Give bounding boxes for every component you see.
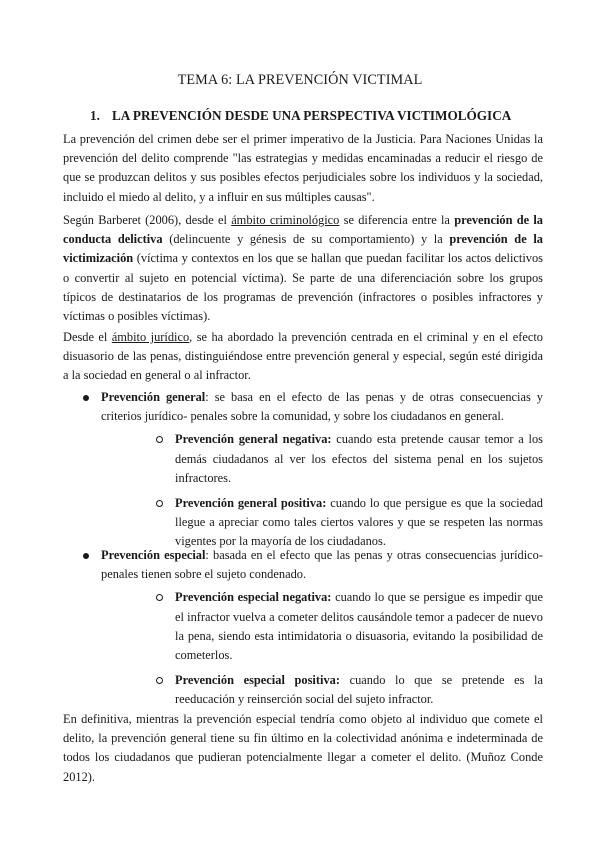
bold-term: Prevención especial (101, 548, 206, 562)
paragraph-criminological (63, 211, 543, 326)
bullet-list-special (63, 546, 543, 716)
text-run: : se basa en el efecto de las penas y de otras consecuencias y criterios jurídico- penales sobre la comunidad, y sobre los ciudadanos en general. (101, 390, 544, 424)
bullet-dot-icon (83, 553, 89, 559)
text-run: cuando lo que se pretende es la reeducación y reinserción social del sujeto infractor. (175, 673, 543, 707)
list-item-special-negative (101, 588, 543, 665)
text-run: cuando esta pretende causar temor a los demás ciudadanos al ver los efectos del sistema penal en los sujetos infractores. (175, 432, 543, 485)
bullet-circle-icon (156, 594, 163, 601)
section-number: 1. (90, 108, 100, 123)
list-item-general-positive (101, 494, 543, 552)
text-run: se diferencia entre la (339, 213, 455, 227)
text-run: Desde el (63, 330, 112, 344)
bullet-list-general (63, 388, 543, 558)
text-run: , se ha abordado la prevención centrada en el criminal y en el efecto disuasorio de las penas, distinguiéndose entre prevención general y especial, según esté dirigida a la sociedad en general o al infractor. (63, 330, 543, 383)
list-item-special-positive (101, 671, 543, 709)
section-heading-text: LA PREVENCIÓN DESDE UNA PERSPECTIVA VICTIMOLÓGICA (112, 108, 512, 123)
legal-scope-link: ámbito jurídico (111, 330, 190, 344)
bullet-dot-icon (83, 395, 89, 401)
text-run: (delincuente y génesis de su comportamiento) y la (162, 232, 450, 247)
bullet-circle-icon (156, 500, 163, 507)
text-run: : basada en el efecto que las penas y otras consecuencias jurídico- penales tienen sobre el sujeto condenado. (101, 548, 543, 582)
bold-term: Prevención general positiva: (175, 496, 327, 511)
bold-term: Prevención especial positiva: (175, 673, 340, 688)
paragraph-conclusion: En definitiva, mientras la prevención especial tendría como objeto al individuo que comete el delito, la prevención general tiene su fin último en la colectividad anónima e indeterminada de todos los ciudadanos que pudieran potencialmente llegar a cometer el delito. (Muñoz Conde 2012). (63, 712, 543, 784)
paragraph-legal (63, 328, 543, 386)
list-item-special-prevention (63, 546, 543, 710)
bullet-circle-icon (156, 677, 163, 684)
text-run: (víctima y contextos en los que se hallan que puedan facilitar los actos delictivos o convertir al sujeto en potencial víctima). Se parte de una diferenciación sobre los grupos típicos de destinatarios de los programas de prevención (infractores o posibles infractores y víctimas o posibles víctimas). (63, 251, 543, 324)
page-title: TEMA 6: LA PREVENCIÓN VICTIMAL (177, 72, 423, 88)
text-run: Según Barberet (2006), desde el (63, 213, 232, 227)
list-item-general-negative (101, 430, 543, 488)
section-heading (90, 107, 550, 125)
bold-term: prevención de la conducta delictiva (63, 213, 543, 247)
list-item-general-prevention (63, 388, 543, 552)
sub-list (101, 430, 543, 551)
text-run: cuando lo que persigue es que la sociedad llegue a apreciar como tales ciertos valores y que se respeten las normas vigentes por la mayoría de los ciudadanos. (175, 496, 543, 549)
bold-term: Prevención especial negativa: (175, 590, 332, 605)
sub-list (101, 588, 543, 709)
bold-term: Prevención general negativa: (175, 432, 332, 447)
criminological-scope-link: ámbito criminológico (231, 213, 340, 227)
bullet-circle-icon (156, 436, 163, 443)
bold-term: prevención de la victimización (63, 232, 543, 266)
text-run: cuando lo que se persigue es impedir que el infractor vuelva a cometer delitos causándole temor a padecer de nuevo la pena, siendo esta intimidatoria o disuasoria, evitando la posibilidad de cometerlos. (175, 590, 543, 663)
paragraph-intro: La prevención del crimen debe ser el primer imperativo de la Justicia. Para Naciones Unidas la prevención del delito comprende "las estrategias y medidas encaminadas a reducir el riesgo de que se produzcan delitos y sus posibles efectos perjudiciales sobre los individuos y la sociedad, incluido el miedo al delito, y a influir en sus múltiples causas". (63, 132, 543, 204)
bold-term: Prevención general (101, 390, 206, 404)
